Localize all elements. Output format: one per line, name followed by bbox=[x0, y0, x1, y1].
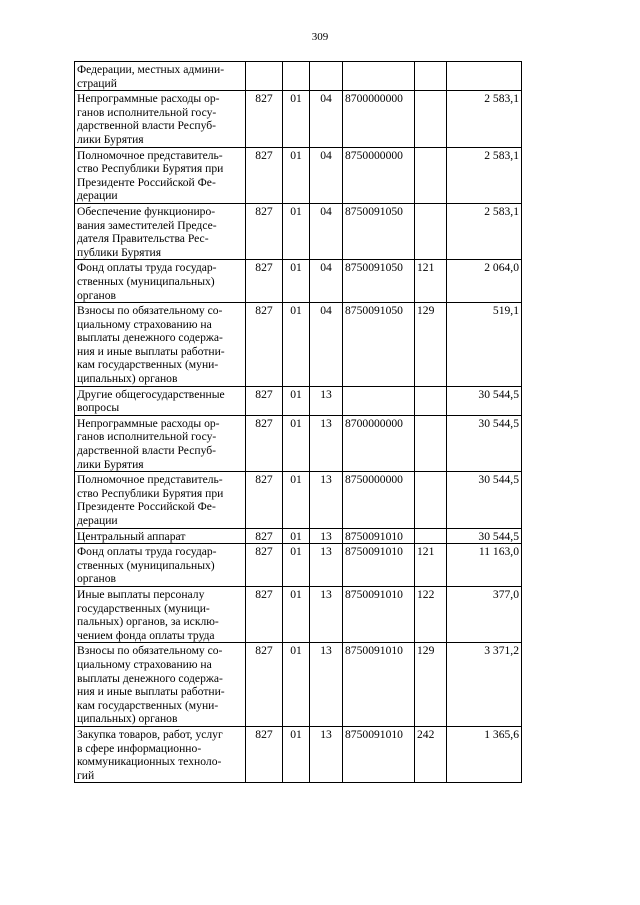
subsection-code-cell: 04 bbox=[310, 147, 343, 203]
ministry-code-cell: 827 bbox=[246, 386, 283, 415]
target-item-code-cell bbox=[343, 62, 415, 91]
table-row bbox=[75, 726, 522, 782]
ministry-code-cell: 827 bbox=[246, 586, 283, 642]
item-name-line: дерации bbox=[77, 514, 118, 527]
subsection-code-cell: 13 bbox=[310, 726, 343, 782]
item-name-line: Иные выплаты персоналу bbox=[77, 587, 205, 601]
expense-type-code-cell bbox=[415, 386, 447, 415]
item-name-line: Президенте Российской Фе- bbox=[77, 500, 216, 514]
item-name-line: ципальных) органов bbox=[77, 372, 178, 386]
target-item-code-cell: 8700000000 bbox=[343, 415, 415, 471]
item-name-line: Закупка товаров, работ, услуг bbox=[77, 727, 223, 741]
item-name-cell bbox=[75, 303, 246, 387]
target-item-code-cell: 8750091010 bbox=[343, 544, 415, 587]
ministry-code-cell: 827 bbox=[246, 472, 283, 528]
table-row bbox=[75, 544, 522, 587]
item-name-cell bbox=[75, 726, 246, 782]
target-item-code-cell: 8750000000 bbox=[343, 147, 415, 203]
item-name-line: лики Бурятия bbox=[77, 132, 144, 146]
subsection-code-cell: 04 bbox=[310, 260, 343, 303]
amount-cell: 3 371,2 bbox=[447, 643, 522, 727]
amount-cell: 2 583,1 bbox=[447, 147, 522, 203]
subsection-code-cell: 13 bbox=[310, 415, 343, 471]
expense-type-code-cell bbox=[415, 203, 447, 259]
item-name-line: выплаты денежного содержа- bbox=[77, 331, 223, 345]
amount-cell: 30 544,5 bbox=[447, 386, 522, 415]
table-row bbox=[75, 303, 522, 387]
item-name-line: государственных (муници- bbox=[77, 601, 210, 615]
item-name-line: коммуникационных техноло- bbox=[77, 755, 222, 769]
target-item-code-cell: 8750091050 bbox=[343, 303, 415, 387]
ministry-code-cell: 827 bbox=[246, 415, 283, 471]
item-name-line: чением фонда оплаты труда bbox=[77, 628, 215, 642]
target-item-code-cell: 8750091050 bbox=[343, 260, 415, 303]
target-item-code-cell: 8750091010 bbox=[343, 726, 415, 782]
expense-type-code-cell: 122 bbox=[415, 586, 447, 642]
ministry-code-cell: 827 bbox=[246, 544, 283, 587]
section-code-cell: 01 bbox=[283, 544, 310, 587]
section-code-cell: 01 bbox=[283, 91, 310, 147]
item-name-line: Непрограммные расходы ор- bbox=[77, 92, 220, 106]
table-row bbox=[75, 62, 522, 91]
amount-cell: 11 163,0 bbox=[447, 544, 522, 587]
item-name-line: Обеспечение функциониро- bbox=[77, 204, 216, 218]
item-name-line: циальному страхованию на bbox=[77, 317, 212, 331]
expense-type-code-cell bbox=[415, 147, 447, 203]
item-name-line: Взносы по обязательному со- bbox=[77, 304, 223, 318]
item-name-cell bbox=[75, 91, 246, 147]
table-row bbox=[75, 91, 522, 147]
expense-type-code-cell bbox=[415, 415, 447, 471]
amount-cell: 2 583,1 bbox=[447, 203, 522, 259]
item-name-line: органов bbox=[77, 288, 116, 302]
subsection-code-cell: 13 bbox=[310, 386, 343, 415]
item-name-line: кам государственных (муни- bbox=[77, 358, 219, 372]
section-code-cell: 01 bbox=[283, 415, 310, 471]
section-code-cell: 01 bbox=[283, 643, 310, 727]
item-name-line: ственных (муниципальных) bbox=[77, 274, 215, 288]
table-row bbox=[75, 386, 522, 415]
item-name-line: Взносы по обязательному со- bbox=[77, 644, 223, 658]
target-item-code-cell: 8750091010 bbox=[343, 528, 415, 544]
item-name-line: выплаты денежного содержа- bbox=[77, 671, 223, 685]
item-name-line: ния и иные выплаты работни- bbox=[77, 344, 225, 358]
amount-cell: 30 544,5 bbox=[447, 415, 522, 471]
ministry-code-cell: 827 bbox=[246, 303, 283, 387]
item-name-cell bbox=[75, 203, 246, 259]
ministry-code-cell: 827 bbox=[246, 260, 283, 303]
expense-type-code-cell: 242 bbox=[415, 726, 447, 782]
table-row bbox=[75, 260, 522, 303]
item-name-line: ственных (муниципальных) bbox=[77, 558, 215, 572]
ministry-code-cell: 827 bbox=[246, 726, 283, 782]
item-name-line: Фонд оплаты труда государ- bbox=[77, 261, 217, 275]
item-name-line: дерации bbox=[77, 189, 118, 203]
item-name-line: лики Бурятия bbox=[77, 457, 144, 471]
item-name-line: Федерации, местных админи- bbox=[77, 63, 225, 76]
item-name-line: дарственной власти Респуб- bbox=[77, 444, 216, 458]
amount-cell: 2 583,1 bbox=[447, 91, 522, 147]
item-name-cell bbox=[75, 472, 246, 528]
amount-cell bbox=[447, 62, 522, 91]
item-name-line: Непрограммные расходы ор- bbox=[77, 416, 220, 430]
item-name-cell bbox=[75, 62, 246, 91]
target-item-code-cell bbox=[343, 386, 415, 415]
target-item-code-cell: 8750091010 bbox=[343, 586, 415, 642]
budget-table bbox=[74, 61, 522, 783]
item-name-cell bbox=[75, 544, 246, 587]
subsection-code-cell: 13 bbox=[310, 643, 343, 727]
ministry-code-cell: 827 bbox=[246, 91, 283, 147]
item-name-line: ство Республики Бурятия при bbox=[77, 486, 224, 500]
table-row bbox=[75, 203, 522, 259]
item-name-line: страций bbox=[77, 76, 117, 90]
subsection-code-cell: 04 bbox=[310, 91, 343, 147]
subsection-code-cell: 04 bbox=[310, 203, 343, 259]
section-code-cell: 01 bbox=[283, 726, 310, 782]
ministry-code-cell bbox=[246, 62, 283, 91]
subsection-code-cell: 04 bbox=[310, 303, 343, 387]
item-name-line: ганов исполнительной госу- bbox=[77, 105, 217, 119]
item-name-line: ципальных) органов bbox=[77, 712, 178, 726]
table-row bbox=[75, 643, 522, 727]
item-name-line: Центральный аппарат bbox=[77, 529, 186, 543]
section-code-cell: 01 bbox=[283, 260, 310, 303]
section-code-cell: 01 bbox=[283, 472, 310, 528]
target-item-code-cell: 8750091050 bbox=[343, 203, 415, 259]
item-name-cell bbox=[75, 415, 246, 471]
target-item-code-cell: 8750000000 bbox=[343, 472, 415, 528]
section-code-cell: 01 bbox=[283, 586, 310, 642]
ministry-code-cell: 827 bbox=[246, 643, 283, 727]
expense-type-code-cell: 129 bbox=[415, 643, 447, 727]
page-number: 309 bbox=[311, 31, 329, 43]
section-code-cell: 01 bbox=[283, 303, 310, 387]
item-name-cell bbox=[75, 386, 246, 415]
item-name-line: вания заместителей Предсе- bbox=[77, 218, 217, 232]
expense-type-code-cell bbox=[415, 528, 447, 544]
table-row bbox=[75, 586, 522, 642]
item-name-line: Полномочное представитель- bbox=[77, 148, 223, 162]
subsection-code-cell: 13 bbox=[310, 472, 343, 528]
subsection-code-cell: 13 bbox=[310, 528, 343, 544]
expense-type-code-cell bbox=[415, 62, 447, 91]
item-name-line: Другие общегосударственные bbox=[77, 387, 225, 401]
item-name-cell bbox=[75, 643, 246, 727]
section-code-cell: 01 bbox=[283, 203, 310, 259]
amount-cell: 30 544,5 bbox=[447, 472, 522, 528]
item-name-line: Полномочное представитель- bbox=[77, 473, 223, 487]
subsection-code-cell: 13 bbox=[310, 586, 343, 642]
item-name-line: циальному страхованию на bbox=[77, 657, 212, 671]
item-name-cell bbox=[75, 586, 246, 642]
item-name-cell bbox=[75, 260, 246, 303]
section-code-cell: 01 bbox=[283, 528, 310, 544]
expense-type-code-cell: 121 bbox=[415, 260, 447, 303]
item-name-line: органов bbox=[77, 572, 116, 586]
expense-type-code-cell: 121 bbox=[415, 544, 447, 587]
table-row bbox=[75, 528, 522, 544]
subsection-code-cell bbox=[310, 62, 343, 91]
item-name-cell bbox=[75, 147, 246, 203]
section-code-cell: 01 bbox=[283, 386, 310, 415]
ministry-code-cell: 827 bbox=[246, 528, 283, 544]
amount-cell: 377,0 bbox=[447, 586, 522, 642]
expense-type-code-cell bbox=[415, 472, 447, 528]
item-name-line: ство Республики Бурятия при bbox=[77, 162, 224, 176]
item-name-line: вопросы bbox=[77, 401, 120, 415]
target-item-code-cell: 8750091010 bbox=[343, 643, 415, 727]
amount-cell: 1 365,6 bbox=[447, 726, 522, 782]
amount-cell: 30 544,5 bbox=[447, 528, 522, 544]
ministry-code-cell: 827 bbox=[246, 203, 283, 259]
item-name-line: ния и иные выплаты работни- bbox=[77, 685, 225, 699]
table-row bbox=[75, 472, 522, 528]
item-name-line: в сфере информационно- bbox=[77, 741, 202, 755]
item-name-line: кам государственных (муни- bbox=[77, 698, 219, 712]
item-name-line: дателя Правительства Рес- bbox=[77, 232, 209, 246]
item-name-line: дарственной власти Респуб- bbox=[77, 119, 216, 133]
table-row bbox=[75, 415, 522, 471]
subsection-code-cell: 13 bbox=[310, 544, 343, 587]
target-item-code-cell: 8700000000 bbox=[343, 91, 415, 147]
expense-type-code-cell bbox=[415, 91, 447, 147]
amount-cell: 519,1 bbox=[447, 303, 522, 387]
expense-type-code-cell: 129 bbox=[415, 303, 447, 387]
item-name-line: гий bbox=[77, 768, 95, 782]
item-name-line: Президенте Российской Фе- bbox=[77, 175, 216, 189]
ministry-code-cell: 827 bbox=[246, 147, 283, 203]
item-name-line: ганов исполнительной госу- bbox=[77, 430, 217, 444]
item-name-cell bbox=[75, 528, 246, 544]
item-name-line: пальных) органов, за исклю- bbox=[77, 615, 219, 629]
item-name-line: публики Бурятия bbox=[77, 245, 162, 259]
section-code-cell bbox=[283, 62, 310, 91]
item-name-line: Фонд оплаты труда государ- bbox=[77, 545, 217, 559]
budget-table-body bbox=[75, 62, 522, 783]
table-row bbox=[75, 147, 522, 203]
amount-cell: 2 064,0 bbox=[447, 260, 522, 303]
section-code-cell: 01 bbox=[283, 147, 310, 203]
